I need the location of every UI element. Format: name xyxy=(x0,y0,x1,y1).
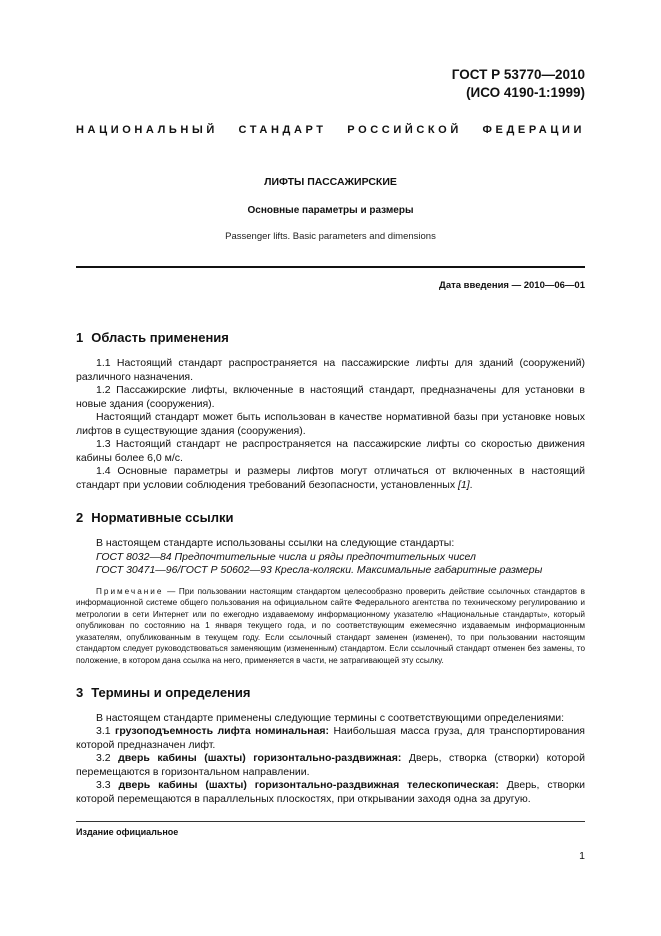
term-3-1 xyxy=(76,725,585,752)
bibliography-reference: [1] xyxy=(457,478,470,491)
note-label: Примечание xyxy=(96,586,164,596)
term-3-3-term: дверь кабины (шахты) горизонтально-раздвижная телескопическая: xyxy=(118,779,499,792)
section-2-intro: В настоящем стандарте использованы ссылки на следующие стандарты: xyxy=(96,537,455,549)
document-number xyxy=(452,66,585,102)
section-2-title: Нормативные ссылки xyxy=(91,510,234,525)
header-divider xyxy=(76,266,585,268)
section-2-heading xyxy=(76,510,585,525)
section-3-title: Термины и определения xyxy=(91,684,251,700)
clause-1-4 xyxy=(76,465,585,492)
term-3-1-number: 3.1 xyxy=(96,725,116,738)
page-number: 1 xyxy=(579,850,585,862)
document-title: ЛИФТЫ ПАССАЖИРСКИЕ xyxy=(264,176,397,188)
introduction-date: Дата введения — 2010—06—01 xyxy=(439,280,585,291)
term-3-3-number: 3.3 xyxy=(96,779,119,792)
doc-number-line-1: ГОСТ Р 53770—2010 xyxy=(451,67,585,82)
section-1-heading xyxy=(76,330,585,345)
official-edition-label: Издание официальное xyxy=(76,827,179,837)
section-1-title: Область применения xyxy=(91,330,229,345)
term-3-2-number: 3.2 xyxy=(96,752,119,765)
section-2-number: 2 xyxy=(76,510,84,525)
term-3-3-definition: Дверь, створки которой перемещаются в параллельных плоскостях, при открывании заходя одна за другую. xyxy=(76,779,585,805)
document-subtitle: Основные параметры и размеры xyxy=(247,205,414,216)
clause-1-2-continued: Настоящий стандарт может быть использован в качестве нормативной базы при установке новых лифтов в существующие здания (сооружения). xyxy=(76,411,585,437)
section-3-heading xyxy=(76,685,585,700)
note-text: — При пользовании настоящим стандартом целесообразно проверить действие ссылочных стандартов в информационной системе общего пользования на официальном сайте Федерального агентства по техническому регулированию и метрологии в сети Интернет или по ежегодно издаваемому информационному указателю «Национальные стандарты», который опубликован по состоянию на 1 января текущего года, и по соответствующим ежемесячно издаваемым информационным указателям, опубликованным в текущем году. Если ссылочный стандарт заменен (изменен), то при пользовании настоящим стандартом следует руководствоваться заменяющим (измененным) стандартом. Если ссылочный стандарт отменен без замены, то положение, в котором дана ссылка на него, применяется в части, не затрагивающей эту ссылку. xyxy=(76,586,585,666)
document-body xyxy=(76,330,585,806)
term-3-1-term: грузоподъемность лифта номинальная: xyxy=(115,725,330,738)
footer-divider xyxy=(76,821,585,822)
term-3-3 xyxy=(76,779,585,806)
section-1-number: 1 xyxy=(76,330,84,345)
term-3-2 xyxy=(76,752,585,779)
reference-gost-30471: ГОСТ 30471—96/ГОСТ Р 50602—93 Кресла-коляски. Максимальные габаритные размеры xyxy=(96,564,543,576)
reference-gost-8032: ГОСТ 8032—84 Предпочтительные числа и ряды предпочтительных чисел xyxy=(96,550,476,563)
clause-1-3: 1.3 Настоящий стандарт не распространяется на пассажирские лифты со скоростью движения кабины более 6,0 м/с. xyxy=(76,438,585,464)
doc-number-line-2: (ИСО 4190-1:1999) xyxy=(466,85,585,100)
clause-1-1: 1.1 Настоящий стандарт распространяется на пассажирские лифты для зданий (сооружений) различного назначения. xyxy=(76,357,585,383)
section-2-note xyxy=(76,586,585,667)
document-title-english: Passenger lifts. Basic parameters and dimensions xyxy=(225,231,436,242)
clause-1-4-text: 1.4 Основные параметры и размеры лифтов могут отличаться от включенных в настоящий стандарт при условии соблюдения требований безопасности, установленных xyxy=(76,465,585,491)
clause-1-2: 1.2 Пассажирские лифты, включенные в настоящий стандарт, предназначены для установки в новые здания (сооружения). xyxy=(76,384,585,410)
section-3-intro: В настоящем стандарте применены следующие термины с соответствующими определениями: xyxy=(96,711,565,724)
national-standard-banner: НАЦИОНАЛЬНЫЙ СТАНДАРТ РОССИЙСКОЙ ФЕДЕРАЦИИ xyxy=(76,124,585,136)
term-3-2-definition: Дверь, створка (створки) которой перемещаются в горизонтальном направлении. xyxy=(76,752,586,778)
term-3-2-term: дверь кабины (шахты) горизонтально-раздвижная: xyxy=(118,752,402,765)
clause-1-4-end: . xyxy=(469,478,473,491)
section-3-number: 3 xyxy=(76,684,84,700)
term-3-1-definition: Наибольшая масса груза, для транспортирования которой предназначен лифт. xyxy=(76,725,585,751)
